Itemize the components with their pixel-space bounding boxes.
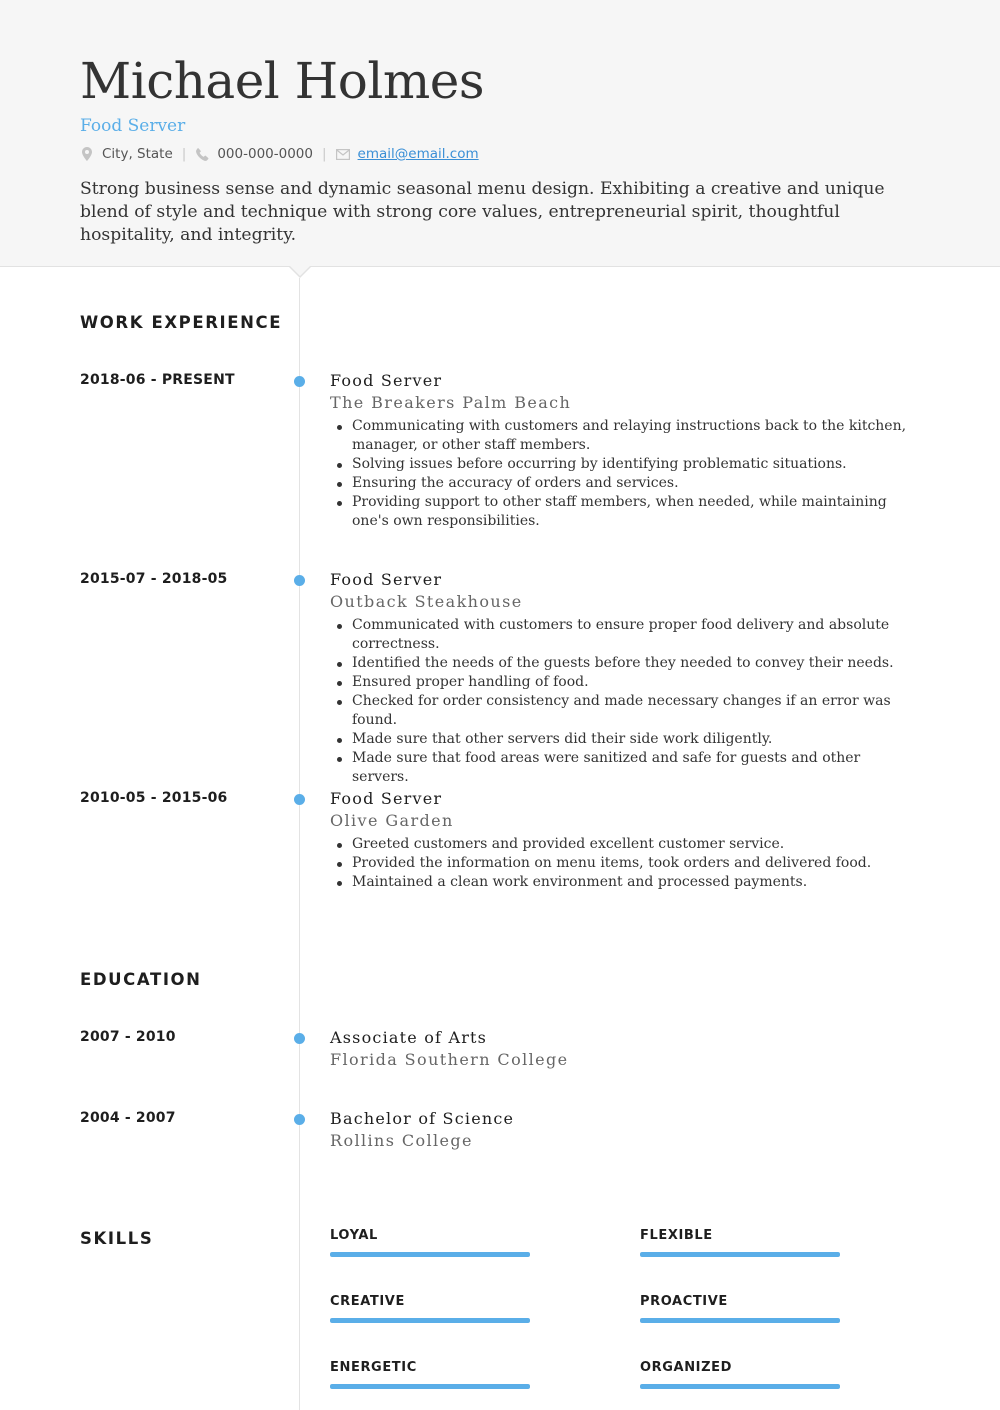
list-item: Providing support to other staff members, when needed, while maintaining one's own responsibilities. [330, 493, 920, 531]
skill-label: PROACTIVE [640, 1294, 728, 1309]
contact-line [80, 146, 479, 162]
skill-bar [330, 1318, 530, 1323]
timeline-dot [294, 376, 305, 387]
timeline-line [299, 278, 300, 1410]
skill-bar-fill [330, 1318, 530, 1323]
timeline-dot [294, 575, 305, 586]
work-2-dates: 2015-07 - 2018-05 [80, 571, 228, 587]
work-entry-3 [330, 788, 920, 892]
work-3-dates: 2010-05 - 2015-06 [80, 790, 228, 806]
education-entry-1 [330, 1027, 920, 1071]
list-item: Communicated with customers to ensure proper food delivery and absolute correctness. [330, 616, 920, 654]
timeline-dot [294, 1033, 305, 1044]
timeline-dot [294, 1114, 305, 1125]
contact-phone: 000-000-0000 [217, 146, 313, 162]
list-item: Provided the information on menu items, took orders and delivered food. [330, 854, 920, 873]
list-item: Communicating with customers and relaying instructions back to the kitchen, manager, or other staff members. [330, 417, 920, 455]
list-item: Ensured proper handling of food. [330, 673, 920, 692]
skills-heading: SKILLS [80, 1229, 154, 1248]
skill-label: ENERGETIC [330, 1360, 417, 1375]
envelope-icon [336, 147, 350, 161]
work-2-role: Food Server [330, 570, 443, 589]
education-1-school: Florida Southern College [330, 1050, 569, 1069]
skill-label: CREATIVE [330, 1294, 405, 1309]
skill-bar [640, 1252, 840, 1257]
map-pin-icon [80, 147, 94, 161]
work-3-role: Food Server [330, 789, 443, 808]
header-notch [290, 266, 310, 276]
work-3-org: Olive Garden [330, 811, 454, 830]
list-item: Ensuring the accuracy of orders and services. [330, 474, 920, 493]
skill-bar [640, 1384, 840, 1389]
work-1-dates: 2018-06 - PRESENT [80, 372, 235, 388]
skill-bar [330, 1384, 530, 1389]
list-item: Made sure that food areas were sanitized and safe for guests and other servers. [330, 749, 920, 787]
list-item: Checked for order consistency and made necessary changes if an error was found. [330, 692, 920, 730]
contact-divider: | [181, 146, 187, 162]
skill-proactive [640, 1294, 840, 1323]
work-experience-heading: WORK EXPERIENCE [80, 313, 283, 332]
skill-flexible [640, 1228, 840, 1257]
skill-bar-fill [640, 1384, 840, 1389]
education-2-degree: Bachelor of Science [330, 1109, 515, 1128]
education-2-dates: 2004 - 2007 [80, 1110, 176, 1126]
skill-bar [330, 1252, 530, 1257]
skill-label: LOYAL [330, 1228, 378, 1243]
contact-email-link[interactable]: email@email.com [357, 146, 479, 162]
skill-bar-fill [330, 1384, 530, 1389]
work-entry-1 [330, 370, 920, 531]
education-2-school: Rollins College [330, 1131, 473, 1150]
candidate-name: Michael Holmes [80, 52, 485, 110]
skill-organized [640, 1360, 840, 1389]
list-item: Maintained a clean work environment and processed payments. [330, 873, 920, 892]
skill-bar-fill [640, 1252, 840, 1257]
skill-creative [330, 1294, 530, 1323]
education-heading: EDUCATION [80, 970, 202, 989]
work-2-bullets [330, 616, 920, 787]
candidate-title: Food Server [80, 116, 186, 136]
timeline-dot [294, 794, 305, 805]
contact-divider: | [321, 146, 327, 162]
work-entry-2 [330, 569, 920, 787]
list-item: Made sure that other servers did their side work diligently. [330, 730, 920, 749]
professional-summary: Strong business sense and dynamic seasonal menu design. Exhibiting a creative and unique blend of style and technique with strong core values, entrepreneurial spirit, thoughtful hospitality, and integrity. [80, 179, 885, 245]
education-1-dates: 2007 - 2010 [80, 1029, 176, 1045]
skill-bar-fill [640, 1318, 840, 1323]
skill-label: FLEXIBLE [640, 1228, 713, 1243]
work-1-org: The Breakers Palm Beach [330, 393, 572, 412]
work-1-role: Food Server [330, 371, 443, 390]
phone-icon [195, 147, 209, 161]
work-2-org: Outback Steakhouse [330, 592, 523, 611]
list-item: Solving issues before occurring by identifying problematic situations. [330, 455, 920, 474]
work-1-bullets [330, 417, 920, 531]
resume-header [0, 0, 1000, 267]
skill-bar [640, 1318, 840, 1323]
skill-energetic [330, 1360, 530, 1389]
skill-label: ORGANIZED [640, 1360, 733, 1375]
contact-location: City, State [102, 146, 173, 162]
skill-bar-fill [330, 1252, 530, 1257]
list-item: Identified the needs of the guests before they needed to convey their needs. [330, 654, 920, 673]
education-1-degree: Associate of Arts [330, 1028, 488, 1047]
education-entry-2 [330, 1108, 920, 1152]
work-3-bullets [330, 835, 920, 892]
skill-loyal [330, 1228, 530, 1257]
list-item: Greeted customers and provided excellent customer service. [330, 835, 920, 854]
